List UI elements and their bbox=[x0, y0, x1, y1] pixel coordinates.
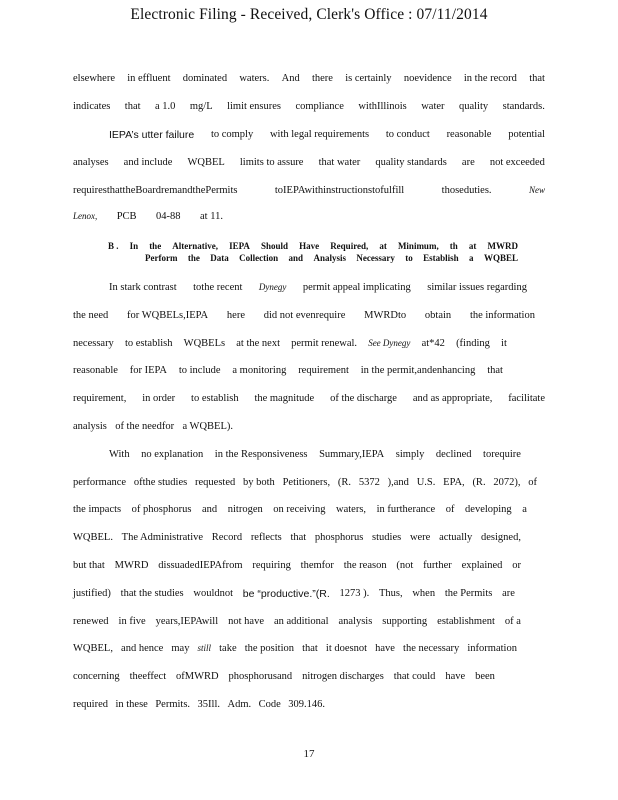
word: requirement bbox=[298, 365, 349, 376]
word: simply bbox=[395, 449, 425, 460]
word: wouldnot bbox=[193, 588, 234, 599]
word: but that bbox=[73, 560, 105, 571]
heading-word: In bbox=[129, 241, 139, 251]
word: to establish bbox=[191, 393, 239, 404]
heading-word: Analysis bbox=[313, 253, 346, 263]
text-line bbox=[73, 588, 515, 600]
word: ofMWRD bbox=[176, 671, 219, 682]
word: dominated bbox=[182, 73, 228, 84]
word: for WQBELs,IEPA bbox=[127, 310, 209, 321]
word: the impacts bbox=[73, 504, 122, 515]
word: been bbox=[475, 671, 495, 682]
word: establishment bbox=[437, 616, 495, 627]
word: of bbox=[445, 504, 455, 515]
word: noevidence bbox=[403, 73, 452, 84]
heading-word: at bbox=[468, 241, 477, 251]
word: were bbox=[409, 532, 431, 543]
heading-word: IEPA bbox=[229, 241, 250, 251]
word: explained bbox=[461, 560, 503, 571]
word: and as appropriate, bbox=[412, 393, 493, 404]
text-line bbox=[73, 560, 521, 571]
word: limit ensures bbox=[227, 101, 282, 112]
word: in the permit,andenhancing bbox=[360, 365, 476, 376]
heading-word: the bbox=[149, 241, 162, 251]
word: torequire bbox=[483, 449, 521, 460]
heading-row-2 bbox=[108, 253, 518, 263]
word: justified) bbox=[73, 588, 111, 599]
word: a monitoring bbox=[232, 365, 287, 376]
section-heading-b bbox=[108, 241, 518, 263]
page-number: 17 bbox=[303, 748, 315, 760]
word: of the needfor bbox=[115, 421, 175, 432]
heading-word: Alternative, bbox=[172, 241, 218, 251]
word: EPA, bbox=[443, 477, 465, 488]
word: withIllinois bbox=[358, 101, 407, 112]
word: In stark contrast bbox=[109, 282, 177, 293]
heading-word: the bbox=[187, 253, 200, 263]
word: of the discharge bbox=[330, 393, 397, 404]
heading-word: Data bbox=[210, 253, 229, 263]
word: in order bbox=[142, 393, 176, 404]
word: of phosphorus bbox=[131, 504, 192, 515]
text-line bbox=[73, 338, 507, 349]
word: limits to assure bbox=[239, 157, 304, 168]
text-line bbox=[73, 101, 545, 112]
word: the information bbox=[469, 310, 535, 321]
word: WQBELs bbox=[183, 338, 226, 349]
word: waters, bbox=[336, 504, 367, 515]
word: permit renewal. bbox=[291, 338, 358, 349]
word: New bbox=[528, 185, 545, 195]
word: here bbox=[226, 310, 245, 321]
word: no explanation bbox=[141, 449, 204, 460]
word: the need bbox=[73, 310, 109, 321]
heading-word: Collection bbox=[239, 253, 279, 263]
heading-word: Required, bbox=[330, 241, 369, 251]
word: in the Responsiveness bbox=[214, 449, 308, 460]
word: 04-88 bbox=[156, 211, 181, 222]
word: ),and bbox=[387, 477, 409, 488]
word: an additional bbox=[273, 616, 329, 627]
text-line bbox=[73, 477, 537, 488]
word: supporting bbox=[382, 616, 428, 627]
word: of a bbox=[504, 616, 521, 627]
word: a WQBEL). bbox=[182, 421, 233, 432]
word: reflects bbox=[250, 532, 282, 543]
word: that water bbox=[318, 157, 361, 168]
word: that the studies bbox=[120, 588, 184, 599]
word: mg/L bbox=[189, 101, 213, 112]
word: Lenox, bbox=[73, 211, 98, 221]
word: analyses bbox=[73, 157, 109, 168]
word: to conduct bbox=[385, 129, 430, 140]
word: that bbox=[302, 643, 318, 654]
text-line bbox=[73, 365, 503, 376]
word: U.S. bbox=[416, 477, 436, 488]
word: similar issues regarding bbox=[427, 282, 527, 293]
word: themfor bbox=[300, 560, 334, 571]
heading-word: th bbox=[449, 241, 458, 251]
word: of bbox=[528, 477, 537, 488]
word: the magnitude bbox=[254, 393, 315, 404]
word: have bbox=[445, 671, 466, 682]
text-line bbox=[73, 671, 495, 682]
word: PCB bbox=[116, 211, 137, 222]
word: (finding bbox=[456, 338, 490, 349]
text-line bbox=[73, 73, 545, 84]
word: obtain bbox=[424, 310, 452, 321]
text-line bbox=[73, 185, 545, 196]
word: Thus, bbox=[378, 588, 403, 599]
heading-word: MWRD bbox=[487, 241, 518, 251]
word: performance bbox=[73, 477, 127, 488]
word: Summary,IEPA bbox=[319, 449, 385, 460]
word: that bbox=[529, 73, 545, 84]
word: (not bbox=[396, 560, 414, 571]
word: 309.146. bbox=[288, 699, 325, 710]
filing-header: Electronic Filing - Received, Clerk's Office : 07/11/2014 bbox=[130, 6, 488, 23]
word: with legal requirements bbox=[269, 129, 370, 140]
text-line bbox=[73, 504, 527, 515]
word: a 1.0 bbox=[154, 101, 176, 112]
word: there bbox=[311, 73, 333, 84]
text-line bbox=[109, 282, 527, 293]
word: to establish bbox=[124, 338, 173, 349]
word: nitrogen discharges bbox=[302, 671, 384, 682]
word: in five bbox=[118, 616, 146, 627]
word: Permits. bbox=[155, 699, 191, 710]
word: toIEPAwithinstructionstofulfill bbox=[274, 185, 405, 196]
heading-row-1 bbox=[108, 241, 518, 251]
word: phosphorus bbox=[314, 532, 364, 543]
word: be “productive.”(R. bbox=[242, 588, 330, 600]
heading-word: Minimum, bbox=[397, 241, 439, 251]
word: potential bbox=[508, 129, 545, 140]
word: 2072), bbox=[493, 477, 521, 488]
word: (R. bbox=[472, 477, 486, 488]
heading-word: to bbox=[405, 253, 413, 263]
text-line bbox=[73, 699, 325, 710]
word: requirement, bbox=[73, 393, 127, 404]
word: did not evenrequire bbox=[263, 310, 346, 321]
word: permit appeal implicating bbox=[302, 282, 411, 293]
word: With bbox=[109, 449, 130, 460]
word: that bbox=[487, 365, 503, 376]
word: at*42 bbox=[421, 338, 445, 349]
word: And bbox=[281, 73, 300, 84]
word: MWRDto bbox=[364, 310, 407, 321]
word: analysis bbox=[73, 421, 107, 432]
heading-word: B . bbox=[108, 241, 119, 251]
heading-word: at bbox=[379, 241, 387, 251]
word: and hence bbox=[121, 643, 164, 654]
word: it bbox=[501, 338, 507, 349]
word: (R. bbox=[337, 477, 352, 488]
word: the Permits bbox=[444, 588, 493, 599]
word: in furtherance bbox=[376, 504, 436, 515]
word: to comply bbox=[210, 129, 254, 140]
word: for IEPA bbox=[129, 365, 167, 376]
word: developing bbox=[465, 504, 512, 515]
word: have bbox=[375, 643, 395, 654]
heading-word: Perform bbox=[145, 253, 178, 263]
text-line bbox=[73, 616, 521, 627]
word: are bbox=[502, 588, 515, 599]
word: reasonable bbox=[73, 365, 118, 376]
word: to include bbox=[178, 365, 221, 376]
word: phosphorusand bbox=[228, 671, 293, 682]
word: and bbox=[202, 504, 218, 515]
word: indicates bbox=[73, 101, 111, 112]
word: actually bbox=[439, 532, 473, 543]
word: Dynegy bbox=[258, 282, 287, 292]
text-line bbox=[73, 211, 223, 222]
word: water bbox=[421, 101, 445, 112]
word: years,IEPAwill bbox=[155, 616, 219, 627]
word: in effluent bbox=[127, 73, 171, 84]
word: Code bbox=[258, 699, 281, 710]
text-line bbox=[73, 393, 545, 404]
word: tothe recent bbox=[193, 282, 243, 293]
word: at 11. bbox=[200, 211, 223, 222]
text-line bbox=[73, 310, 535, 321]
word: declined bbox=[435, 449, 472, 460]
word: information bbox=[467, 643, 517, 654]
word: or bbox=[512, 560, 521, 571]
text-line bbox=[73, 532, 521, 543]
word: 35Ill. bbox=[197, 699, 220, 710]
word: facilitate bbox=[508, 393, 545, 404]
text-line bbox=[109, 449, 521, 460]
word: 5372 bbox=[358, 477, 380, 488]
word: is certainly bbox=[345, 73, 392, 84]
word: when bbox=[412, 588, 436, 599]
word: concerning bbox=[73, 671, 120, 682]
word: in the record bbox=[463, 73, 517, 84]
heading-word: Should bbox=[261, 241, 289, 251]
word: not have bbox=[228, 616, 264, 627]
heading-word: Necessary bbox=[356, 253, 395, 263]
word: WQBEL. bbox=[73, 532, 113, 543]
text-line bbox=[73, 421, 233, 432]
word: the reason bbox=[343, 560, 387, 571]
word: may bbox=[171, 643, 190, 654]
word: WQBEL, bbox=[73, 643, 113, 654]
text-line bbox=[73, 643, 517, 654]
word: a bbox=[522, 504, 527, 515]
word: Record bbox=[211, 532, 243, 543]
word: quality standards bbox=[375, 157, 447, 168]
word: studies bbox=[372, 532, 402, 543]
word: standards. bbox=[502, 101, 545, 112]
word: dissuadedIEPAfrom bbox=[158, 560, 243, 571]
word: requiring bbox=[252, 560, 291, 571]
word: designed, bbox=[481, 532, 521, 543]
word: 1273 ). bbox=[339, 588, 370, 599]
word: by both bbox=[243, 477, 275, 488]
word: in these bbox=[115, 699, 148, 710]
word: renewed bbox=[73, 616, 109, 627]
word: reasonable bbox=[446, 129, 492, 140]
word: that bbox=[290, 532, 307, 543]
word: analysis bbox=[338, 616, 373, 627]
text-line bbox=[73, 157, 545, 168]
word: and include bbox=[123, 157, 173, 168]
word: The Administrative bbox=[121, 532, 204, 543]
word: are bbox=[461, 157, 475, 168]
heading-word: Establish bbox=[423, 253, 459, 263]
heading-word: and bbox=[288, 253, 304, 263]
word: that could bbox=[393, 671, 436, 682]
heading-word: a bbox=[469, 253, 474, 263]
heading-word: WQBEL bbox=[483, 253, 518, 263]
word: See Dynegy bbox=[368, 338, 411, 348]
word: at the next bbox=[236, 338, 280, 349]
word: Adm. bbox=[227, 699, 252, 710]
word: compliance bbox=[295, 101, 344, 112]
word: necessary bbox=[73, 338, 114, 349]
word: elsewhere bbox=[73, 73, 115, 84]
word: requiresthattheBoardremandthePermits bbox=[73, 185, 238, 196]
word: the position bbox=[244, 643, 295, 654]
word: theeffect bbox=[129, 671, 167, 682]
word: quality bbox=[458, 101, 489, 112]
word: requested bbox=[195, 477, 236, 488]
text-line bbox=[109, 129, 545, 141]
word: waters. bbox=[239, 73, 270, 84]
word: it doesnot bbox=[325, 643, 368, 654]
word: on receiving bbox=[273, 504, 326, 515]
word: the necessary bbox=[403, 643, 460, 654]
word: thoseduties. bbox=[441, 185, 492, 196]
word: ofthe studies bbox=[133, 477, 188, 488]
word: required bbox=[73, 699, 108, 710]
word: MWRD bbox=[114, 560, 149, 571]
word: WQBEL bbox=[187, 157, 225, 168]
word: IEPA’s utter failure bbox=[109, 129, 195, 141]
word: still bbox=[197, 643, 212, 653]
word: Petitioners, bbox=[282, 477, 331, 488]
word: not exceeded bbox=[489, 157, 545, 168]
word: that bbox=[124, 101, 141, 112]
heading-word: Have bbox=[299, 241, 320, 251]
word: nitrogen bbox=[227, 504, 263, 515]
word: take bbox=[219, 643, 237, 654]
word: further bbox=[423, 560, 452, 571]
